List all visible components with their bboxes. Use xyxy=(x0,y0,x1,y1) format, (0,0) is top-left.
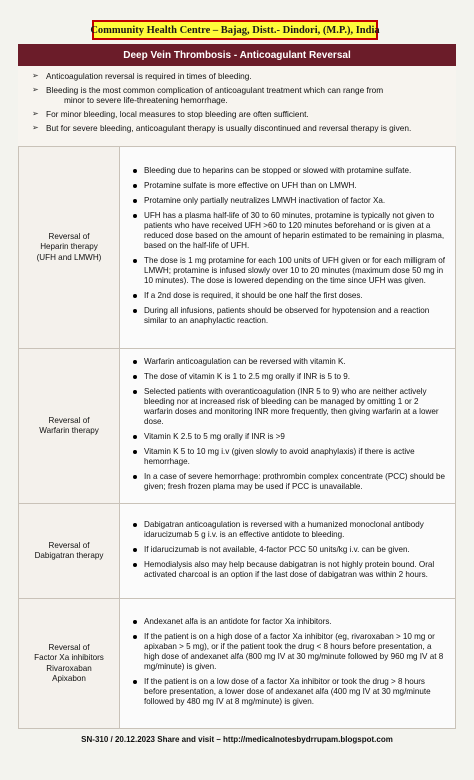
arrow-bullet-icon: ➢ xyxy=(32,71,39,80)
page-title-bar xyxy=(18,44,456,66)
list-item: If the patient is on a low dose of a factor Xa inhibitor or took the drug > 8 hours before presentation, a lower dose of andexanet alfa (400 mg IV at 30 mg/minute followed by 480 mg IV at 8 mg/minute) is given. xyxy=(144,677,447,707)
list-item: Vitamin K 5 to 10 mg i.v (given slowly to avoid anaphylaxis) if there is active hemorrhage. xyxy=(144,447,447,467)
list-item: Hemodialysis also may help because dabigatran is not highly protein bound. Oral activated charcoal is an option if the last dose of dabigatran was within 2 hours. xyxy=(144,560,447,580)
section-content xyxy=(120,504,456,599)
list-item: Andexanet alfa is an antidote for factor Xa inhibitors. xyxy=(144,617,447,627)
table-row-factor-xa xyxy=(19,599,456,729)
section-label: Reversal of Factor Xa inhibitors Rivaroxaban Apixabon xyxy=(19,599,120,729)
list-item: In a case of severe hemorrhage: prothrombin complex concentrate (PCC) should be given; fresh frozen plama may be used if PCC is unavailable. xyxy=(144,472,447,492)
list-item: Warfarin anticoagulation can be reversed with vitamin K. xyxy=(144,357,447,367)
arrow-bullet-icon: ➢ xyxy=(32,109,39,118)
list-item: If a 2nd dose is required, it should be one half the first doses. xyxy=(144,291,447,301)
list-item: If the patient is on a high dose of a factor Xa inhibitor (eg, rivaroxaban > 10 mg or apixaban > 5 mg), or if the patient took the drug < 8 hours before presentation, a high dose of andexanet alfa (800 mg IV at 30 mg/minute followed by 960 mg IV at 8 mg/minute) is given. xyxy=(144,632,447,672)
table-row-warfarin xyxy=(19,349,456,504)
section-content xyxy=(120,349,456,504)
list-item: Protamine only partially neutralizes LMWH inactivation of factor Xa. xyxy=(144,196,447,206)
page-title: Deep Vein Thrombosis - Anticoagulant Reversal xyxy=(123,49,351,61)
list-item: The dose is 1 mg protamine for each 100 units of UFH given or for each milligram of LMWH; protamine is infused slowly over 10 to 20 minutes (maximum dose 50 mg in 10 minutes). The dose is lowered depending on the time since UFH was given. xyxy=(144,256,447,286)
intro-item: ➢ Anticoagulation reversal is required in times of bleeding. xyxy=(32,71,252,81)
section-label: Reversal of Warfarin therapy xyxy=(19,349,120,504)
list-item: During all infusions, patients should be observed for hypotension and a reaction similar to an anaphylactic reaction. xyxy=(144,306,447,326)
header-title: Community Health Centre – Bajag, Distt.- Dindori, (M.P.), India xyxy=(90,24,380,36)
list-item: The dose of vitamin K is 1 to 2.5 mg orally if INR is 5 to 9. xyxy=(144,372,447,382)
arrow-bullet-icon: ➢ xyxy=(32,85,39,94)
list-item: Selected patients with overanticoagulation (INR 5 to 9) who are neither actively bleeding nor at increased risk of bleeding can be managed by omitting 1 or 2 warfarin doses and monitoring INR more frequently, then giving warfarin at a lower dose. xyxy=(144,387,447,427)
list-item: UFH has a plasma half-life of 30 to 60 minutes, protamine is typically not given to patients who have received UFH >60 to 120 minutes beforehand or is given at a reduced dose based on the amount of heparin estimated to be remaining in plasma, based on the half-life of UFH. xyxy=(144,211,447,251)
list-item: Protamine sulfate is more effective on UFH than on LMWH. xyxy=(144,181,447,191)
list-item: If idarucizumab is not available, 4-factor PCC 50 units/kg i.v. can be given. xyxy=(144,545,447,555)
section-content xyxy=(120,147,456,349)
intro-item: ➢ Bleeding is the most common complication of anticoagulant treatment which can range from minor to severe life-threatening hemorrhage. xyxy=(32,85,384,105)
table-row-heparin xyxy=(19,147,456,349)
reversal-table xyxy=(18,146,456,729)
section-label: Reversal of Dabigatran therapy xyxy=(19,504,120,599)
arrow-bullet-icon: ➢ xyxy=(32,123,39,132)
header-banner xyxy=(92,20,378,40)
intro-item: ➢ But for severe bleeding, anticoagulant therapy is usually discontinued and reversal therapy is given. xyxy=(32,123,412,133)
intro-list xyxy=(18,66,456,146)
table-row-dabigatran xyxy=(19,504,456,599)
section-content xyxy=(120,599,456,729)
list-item: Dabigatran anticoagulation is reversed with a humanized monoclonal antibody idarucizumab 5 g i.v. is an effective antidote to bleeding. xyxy=(144,520,447,540)
intro-item: ➢ For minor bleeding, local measures to stop bleeding are often sufficient. xyxy=(32,109,309,119)
footer-note: SN-310 / 20.12.2023 Share and visit – http://medicalnotesbydrrupam.blogspot.com xyxy=(81,735,393,744)
section-label: Reversal of Heparin therapy (UFH and LMWH) xyxy=(19,147,120,349)
list-item: Bleeding due to heparins can be stopped or slowed with protamine sulfate. xyxy=(144,166,447,176)
list-item: Vitamin K 2.5 to 5 mg orally if INR is >9 xyxy=(144,432,447,442)
